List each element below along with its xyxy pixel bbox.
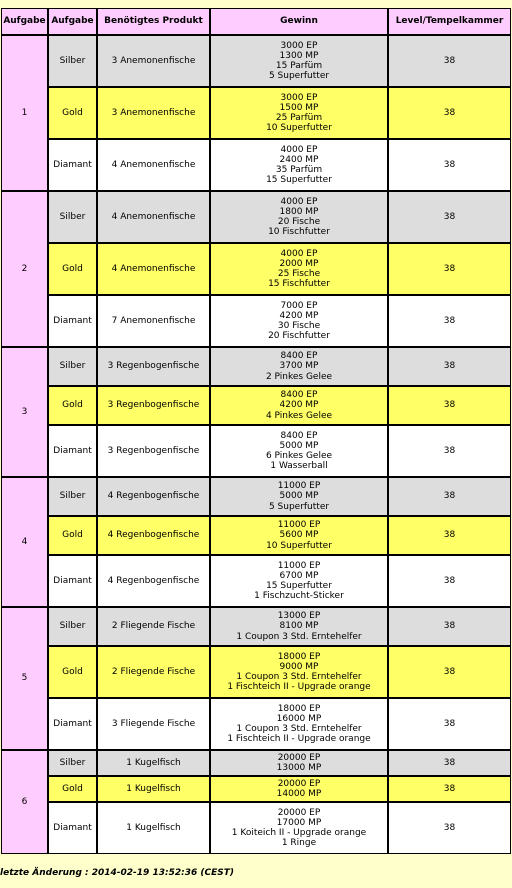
required-product: 4 Regenbogenfische [97,477,210,516]
task-tier: Gold [48,87,97,139]
task-tier: Gold [48,386,97,425]
reward-line: 14000 MP [276,789,322,799]
task-tier: Gold [48,776,97,802]
reward-line: 4000 EP [280,196,318,207]
reward-line: 2000 MP [279,258,319,269]
reward-line: 2400 MP [279,154,319,165]
reward-line: 1 Fischteich II - Upgrade orange [227,682,371,693]
reward-line: 1 Coupon 3 Std. Erntehelfer [236,672,362,682]
reward-line: 35 Parfüm [275,165,323,175]
task-tier: Gold [48,243,97,295]
task-number: 4 [1,477,48,607]
level: 38 [388,698,511,750]
reward-line: 10 Superfutter [266,123,332,134]
reward-line: 1 Coupon 3 Std. Erntehelfer [236,724,362,734]
reward-line: 5 Superfutter [268,501,330,512]
table-row [1,698,511,750]
reward [210,243,388,295]
reward-table [1,8,511,854]
reward-line: 20000 EP [277,752,321,763]
required-product: 4 Anemonenfische [97,243,210,295]
reward-line: 5000 MP [279,440,319,451]
reward [210,386,388,425]
required-product: 4 Anemonenfische [97,191,210,243]
reward-line: 25 Fische [277,269,321,279]
task-tier: Silber [48,347,97,386]
reward [210,87,388,139]
reward-line: 5600 MP [279,530,319,541]
level: 38 [388,425,511,477]
header-task-number: Aufgabe [1,8,48,35]
reward [210,802,388,854]
reward-line: 8400 EP [280,390,318,401]
table-row [1,425,511,477]
reward-line: 1 Ringe [281,838,317,849]
table-row [1,295,511,347]
level: 38 [388,386,511,425]
reward [210,347,388,386]
reward-line: 5000 MP [279,491,319,502]
reward-line: 6700 MP [279,570,319,581]
required-product: 4 Regenbogenfische [97,516,210,555]
task-tier: Silber [48,477,97,516]
reward-line: 18000 EP [277,651,321,662]
reward-line: 1300 MP [279,50,319,61]
level: 38 [388,477,511,516]
required-product: 3 Anemonenfische [97,87,210,139]
reward-line: 4000 EP [280,248,318,259]
level: 38 [388,516,511,555]
required-product: 3 Fliegende Fische [97,698,210,750]
table-row [1,802,511,854]
table-row [1,477,511,516]
table-row [1,191,511,243]
required-product: 3 Regenbogenfische [97,347,210,386]
table-row [1,555,511,607]
reward-line: 15 Fischfutter [268,279,330,290]
reward-line: 15 Superfutter [266,581,332,591]
level: 38 [388,750,511,776]
required-product: 3 Anemonenfische [97,35,210,87]
reward-line: 4000 EP [280,144,318,155]
table-row [1,776,511,802]
reward-line: 8100 MP [279,621,319,632]
task-tier: Diamant [48,295,97,347]
required-product: 3 Regenbogenfische [97,425,210,477]
level: 38 [388,607,511,646]
task-number: 2 [1,191,48,347]
reward-line: 4200 MP [279,310,319,321]
level: 38 [388,776,511,802]
level: 38 [388,243,511,295]
task-number: 3 [1,347,48,477]
reward-line: 20 Fischfutter [268,331,330,342]
reward [210,698,388,750]
header-task-tier: Aufgabe [48,8,97,35]
reward-line: 15 Parfüm [275,61,323,71]
table-row [1,386,511,425]
reward-line: 8400 EP [280,351,318,362]
reward-line: 3000 EP [280,92,318,103]
table-row [1,516,511,555]
reward-line: 3000 EP [280,40,318,51]
reward [210,555,388,607]
table-row [1,139,511,191]
header-row [1,8,511,35]
reward-line: 1500 MP [279,102,319,113]
task-tier: Silber [48,191,97,243]
reward-line: 13000 EP [277,611,321,622]
table-row [1,607,511,646]
reward [210,750,388,776]
table-row [1,87,511,139]
level: 38 [388,35,511,87]
level: 38 [388,295,511,347]
required-product: 1 Kugelfisch [97,776,210,802]
reward-line: 8400 EP [280,430,318,441]
task-number: 5 [1,607,48,750]
reward-line: 30 Fische [277,321,321,331]
task-tier: Gold [48,516,97,555]
reward-line: 1 Wasserball [270,461,328,472]
required-product: 7 Anemonenfische [97,295,210,347]
task-tier: Diamant [48,802,97,854]
required-product: 1 Kugelfisch [97,802,210,854]
task-tier: Diamant [48,698,97,750]
table-body [1,35,511,854]
reward-line: 1 Fischzucht-Sticker [254,591,344,602]
task-tier: Silber [48,607,97,646]
header-reward: Gewinn [210,8,388,35]
level: 38 [388,87,511,139]
reward-line: 20 Fische [277,217,321,227]
required-product: 1 Kugelfisch [97,750,210,776]
reward-line: 25 Parfüm [275,113,323,123]
reward [210,191,388,243]
reward-line: 17000 MP [276,817,322,828]
reward-line: 10 Fischfutter [268,227,330,238]
table-row [1,750,511,776]
reward-line: 1 Fischteich II - Upgrade orange [227,734,371,745]
level: 38 [388,347,511,386]
reward-line: 18000 EP [277,703,321,714]
task-tier: Diamant [48,425,97,477]
reward-line: 6 Pinkes Gelee [265,451,333,461]
reward-line: 16000 MP [276,713,322,724]
reward [210,477,388,516]
task-number: 6 [1,750,48,854]
reward-line: 4 Pinkes Gelee [265,410,333,421]
level: 38 [388,139,511,191]
task-tier: Gold [48,646,97,698]
reward [210,295,388,347]
task-tier: Silber [48,35,97,87]
table-row [1,35,511,87]
reward-line: 1800 MP [279,206,319,217]
required-product: 4 Anemonenfische [97,139,210,191]
reward-line: 3700 MP [279,361,319,372]
required-product: 2 Fliegende Fische [97,607,210,646]
reward-line: 9000 MP [279,661,319,672]
reward [210,646,388,698]
required-product: 4 Regenbogenfische [97,555,210,607]
reward [210,607,388,646]
task-tier: Diamant [48,555,97,607]
task-tier: Diamant [48,139,97,191]
header-level: Level/Tempelkammer [388,8,511,35]
reward-line: 1 Coupon 3 Std. Erntehelfer [236,631,362,642]
required-product: 2 Fliegende Fische [97,646,210,698]
table-row [1,646,511,698]
required-product: 3 Regenbogenfische [97,386,210,425]
reward-line: 1 Koiteich II - Upgrade orange [231,828,367,838]
reward-line: 11000 EP [277,560,321,571]
reward-line: 11000 EP [277,520,321,531]
header-required-product: Benötigtes Produkt [97,8,210,35]
reward [210,425,388,477]
reward-line: 20000 EP [277,778,321,789]
reward-line: 2 Pinkes Gelee [265,371,333,382]
reward [210,516,388,555]
table-row [1,243,511,295]
reward [210,35,388,87]
reward [210,776,388,802]
level: 38 [388,555,511,607]
reward-line: 13000 MP [276,763,322,773]
table-row [1,347,511,386]
task-tier: Silber [48,750,97,776]
reward-line: 20000 EP [277,807,321,818]
level: 38 [388,646,511,698]
reward-line: 5 Superfutter [268,71,330,82]
reward-line: 15 Superfutter [266,175,332,186]
task-number: 1 [1,35,48,191]
level: 38 [388,191,511,243]
reward-line: 4200 MP [279,400,319,411]
reward-line: 7000 EP [280,300,318,311]
level: 38 [388,802,511,854]
reward [210,139,388,191]
table-container [0,8,512,854]
last-modified: letzte Änderung : 2014-02-19 13:52:36 (CEST) [0,868,234,878]
reward-line: 11000 EP [277,481,321,492]
reward-line: 10 Superfutter [266,540,332,551]
